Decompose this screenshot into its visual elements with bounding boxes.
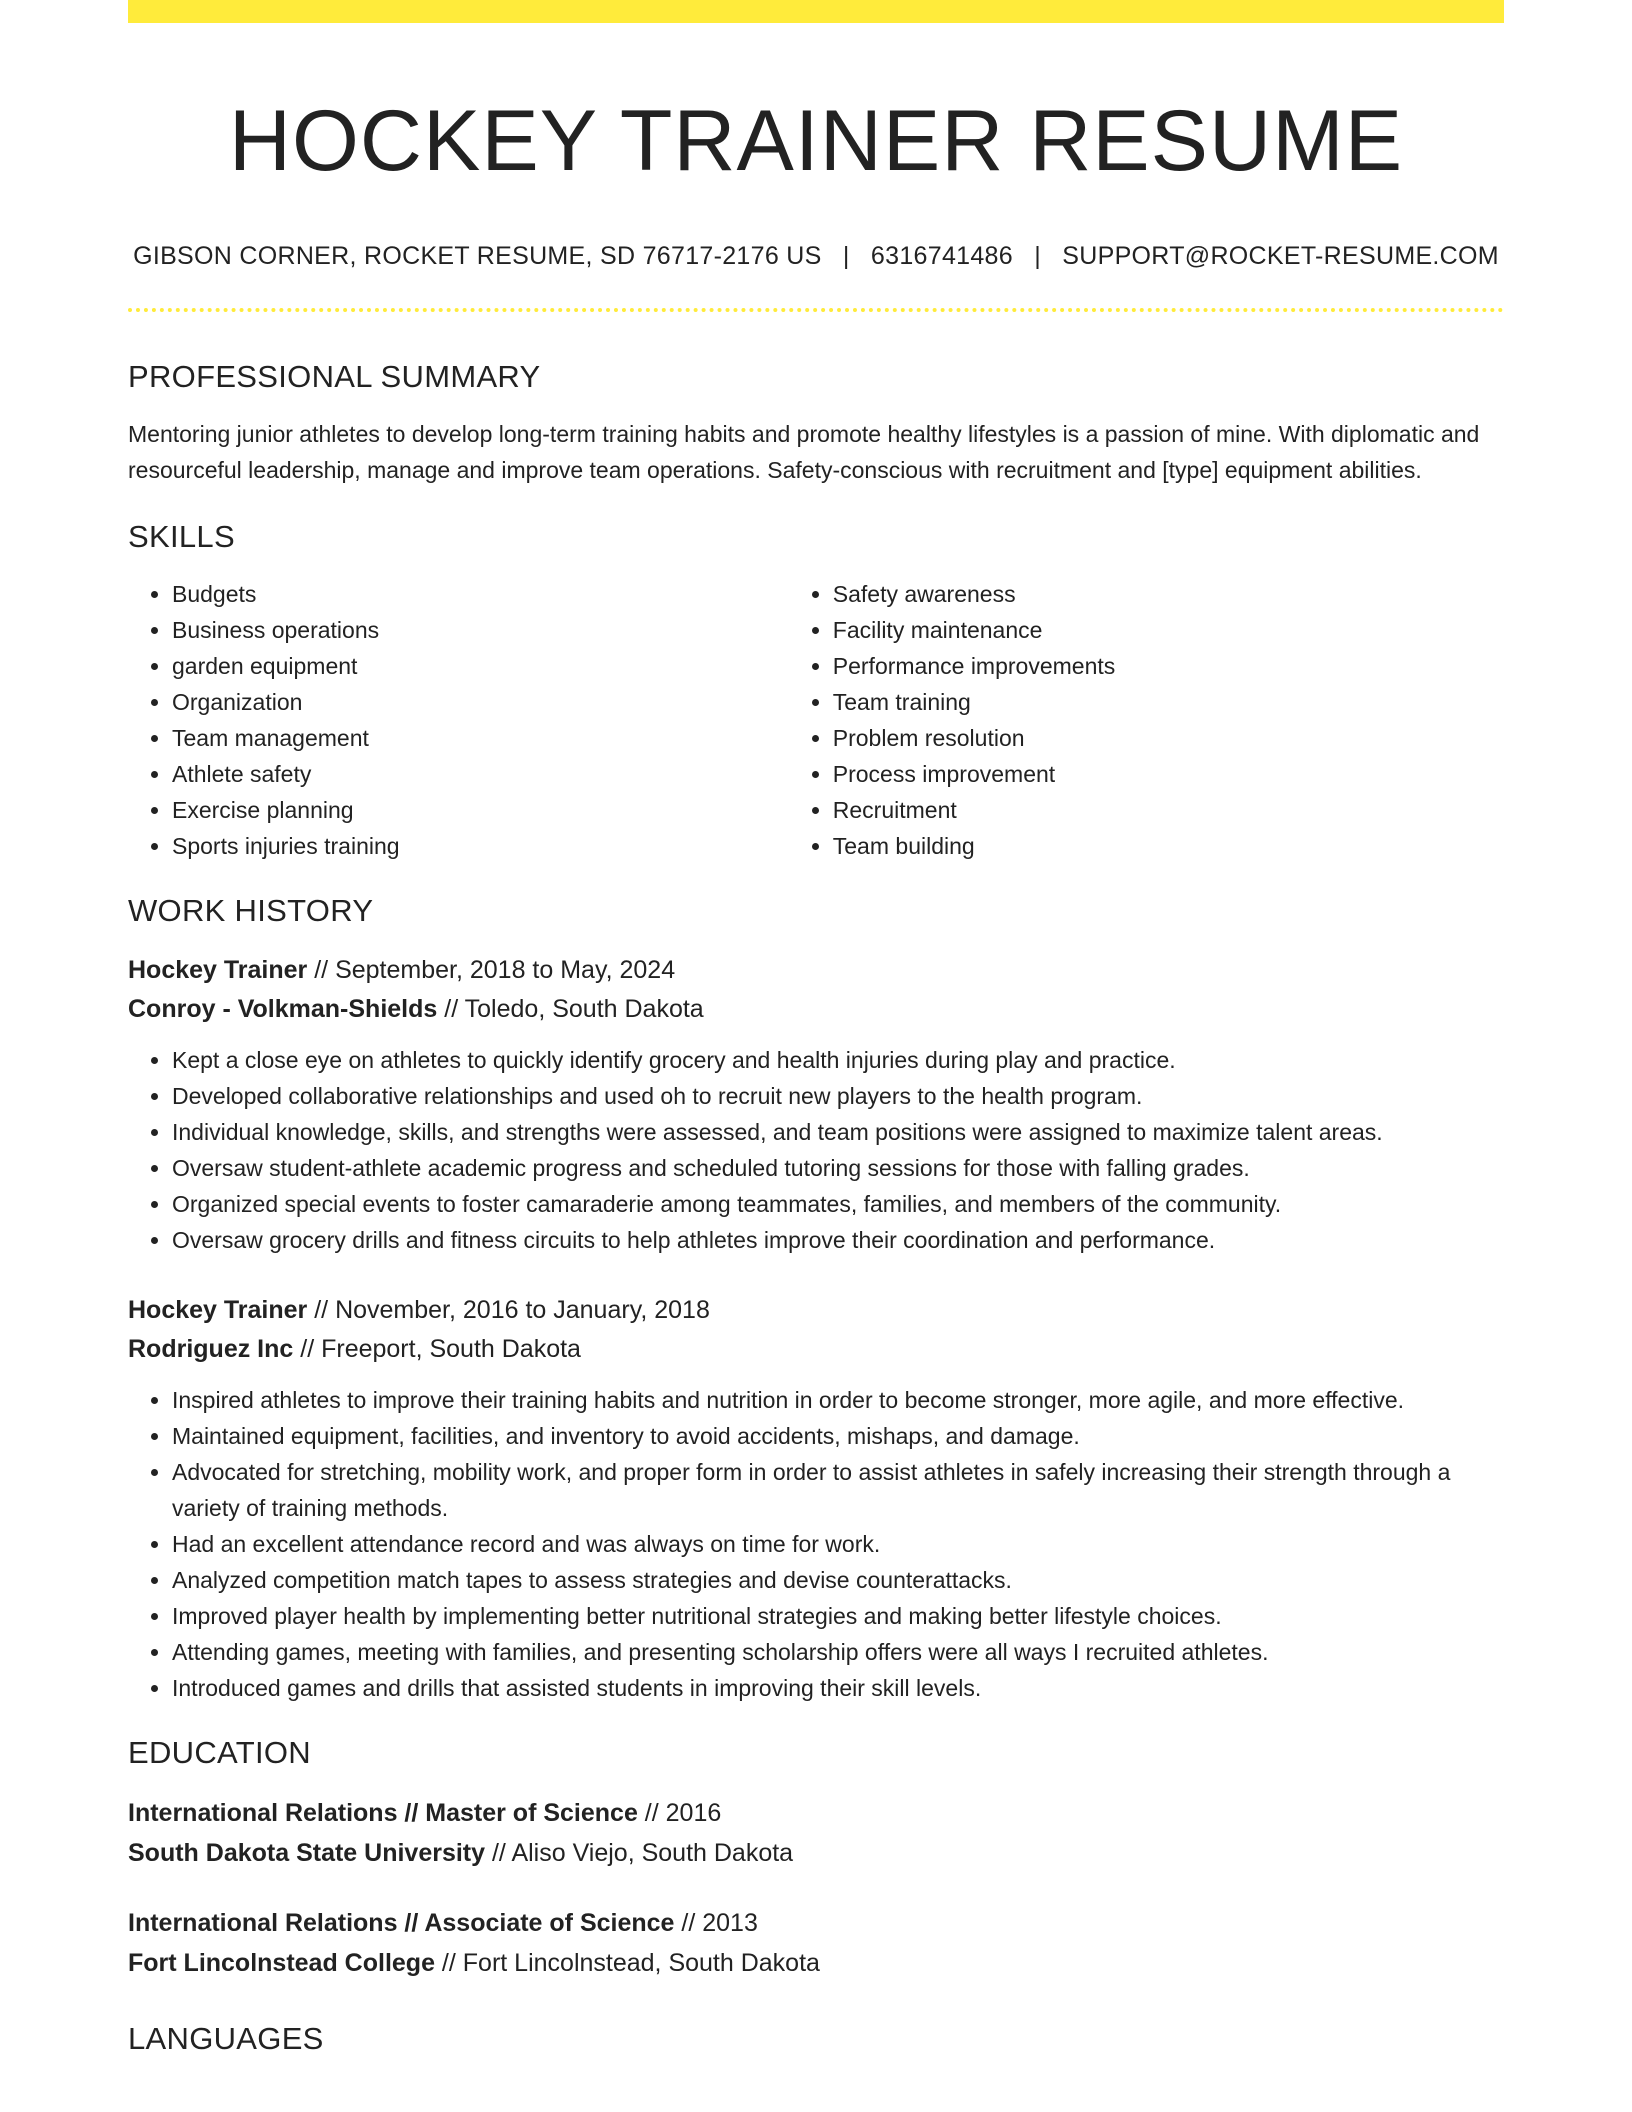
contact-address: GIBSON CORNER, ROCKET RESUME, SD 76717-2176 US — [133, 242, 822, 270]
job-bullet: • Oversaw grocery drills and fitness circuits to help athletes improve their coordination and performance. — [172, 1222, 1504, 1258]
job-bullet: • Developed collaborative relationships and used oh to recruit new players to the health program. — [172, 1078, 1504, 1114]
skill-item: • Performance improvements — [833, 648, 1504, 684]
field-separator: // — [637, 1799, 666, 1827]
resume-title: HOCKEY TRAINER RESUME — [228, 93, 1404, 189]
job-bullet: • Advocated for stretching, mobility work, and proper form in order to assist athletes in safely increasing their strength through a variety of training methods. — [172, 1454, 1504, 1526]
job-bullet: • Oversaw student-athlete academic progress and scheduled tutoring sessions for those with falling grades. — [172, 1150, 1504, 1186]
job-bullet: • Inspired athletes to improve their training habits and nutrition in order to become stronger, more agile, and more effective. — [172, 1382, 1504, 1418]
contact-separator: | — [842, 242, 850, 270]
skill-item: • Problem resolution — [833, 720, 1504, 756]
skills-columns — [128, 576, 1504, 864]
edu-school: Fort Lincolnstead College — [128, 1949, 435, 1977]
skill-item: • Facility maintenance — [833, 612, 1504, 648]
skills-heading: SKILLS — [128, 519, 235, 554]
job-bullet: • Improved player health by implementing better nutritional strategies and making better lifestyle choices. — [172, 1598, 1504, 1634]
job-bullet: • Had an excellent attendance record and was always on time for work. — [172, 1526, 1504, 1562]
skill-item: • Sports injuries training — [172, 828, 789, 864]
edu-degree: International Relations // Associate of Science — [128, 1909, 675, 1937]
job-company: Rodriguez Inc — [128, 1335, 294, 1363]
job-location: Toledo, South Dakota — [464, 995, 704, 1023]
skill-item: • Team building — [833, 828, 1504, 864]
edu-year: 2016 — [665, 1799, 722, 1827]
job-bullet: • Organized special events to foster camaraderie among teammates, families, and members of the community. — [172, 1186, 1504, 1222]
job-dates: September, 2018 to May, 2024 — [335, 956, 676, 984]
field-separator: // — [674, 1909, 703, 1937]
skill-item: • Athlete safety — [172, 756, 789, 792]
contact-email: SUPPORT@ROCKET-RESUME.COM — [1062, 242, 1499, 270]
skills-left-list — [128, 576, 789, 864]
education-entry — [128, 1793, 1504, 1873]
edu-location: Aliso Viejo, South Dakota — [511, 1839, 794, 1867]
summary-heading: PROFESSIONAL SUMMARY — [128, 359, 541, 394]
resume-page — [128, 0, 1504, 2059]
dotted-divider — [128, 308, 1504, 312]
job-company: Conroy - Volkman-Shields — [128, 995, 438, 1023]
job-header — [128, 1291, 1504, 1369]
summary-text: Mentoring junior athletes to develop long-term training habits and promote healthy lifestyles is a passion of mine. With diplomatic and resourceful leadership, manage and improve team operations. Safety-conscious with recruitment and [type] equipment abilities. — [128, 421, 1480, 483]
skill-item: • Exercise planning — [172, 792, 789, 828]
job-bullet: • Maintained equipment, facilities, and inventory to avoid accidents, mishaps, and damage. — [172, 1418, 1504, 1454]
field-separator: // — [307, 1296, 336, 1324]
languages-heading: LANGUAGES — [128, 2021, 324, 2056]
job-bullet: • Individual knowledge, skills, and strengths were assessed, and team positions were assigned to maximize talent areas. — [172, 1114, 1504, 1150]
contact-separator: | — [1034, 242, 1042, 270]
field-separator: // — [293, 1335, 322, 1363]
job-bullets — [128, 1042, 1504, 1258]
top-accent-bar — [128, 0, 1504, 23]
job-title: Hockey Trainer — [128, 1296, 308, 1324]
edu-degree: International Relations // Master of Science — [128, 1799, 638, 1827]
skill-item: • Budgets — [172, 576, 789, 612]
job-bullets — [128, 1382, 1504, 1706]
edu-location: Fort Lincolnstead, South Dakota — [462, 1949, 820, 1977]
job-entry — [128, 951, 1504, 1258]
work-history-heading: WORK HISTORY — [128, 893, 374, 928]
job-location: Freeport, South Dakota — [321, 1335, 581, 1363]
job-entry — [128, 1291, 1504, 1706]
job-bullet: • Introduced games and drills that assisted students in improving their skill levels. — [172, 1670, 1504, 1706]
skill-item: • Safety awareness — [833, 576, 1504, 612]
edu-year: 2013 — [702, 1909, 758, 1937]
skill-item: • Recruitment — [833, 792, 1504, 828]
contact-phone: 6316741486 — [870, 242, 1013, 270]
skill-item: • Organization — [172, 684, 789, 720]
skills-right-list — [789, 576, 1504, 864]
job-bullet: • Attending games, meeting with families, and presenting scholarship offers were all ways I recruited athletes. — [172, 1634, 1504, 1670]
edu-school: South Dakota State University — [128, 1839, 486, 1867]
skill-item: • Team training — [833, 684, 1504, 720]
field-separator: // — [437, 995, 465, 1023]
job-header — [128, 951, 1504, 1029]
skill-item: • Team management — [172, 720, 789, 756]
job-dates: November, 2016 to January, 2018 — [335, 1296, 710, 1324]
job-bullet: • Kept a close eye on athletes to quickly identify grocery and health injuries during play and practice. — [172, 1042, 1504, 1078]
field-separator: // — [434, 1949, 463, 1977]
field-separator: // — [485, 1839, 512, 1867]
skill-item: • Process improvement — [833, 756, 1504, 792]
education-heading: EDUCATION — [128, 1735, 311, 1770]
field-separator: // — [307, 956, 336, 984]
education-entry — [128, 1903, 1504, 1983]
job-title: Hockey Trainer — [128, 956, 308, 984]
contact-line — [128, 239, 1504, 273]
job-bullet: • Analyzed competition match tapes to assess strategies and devise counterattacks. — [172, 1562, 1504, 1598]
skill-item: • garden equipment — [172, 648, 789, 684]
skill-item: • Business operations — [172, 612, 789, 648]
